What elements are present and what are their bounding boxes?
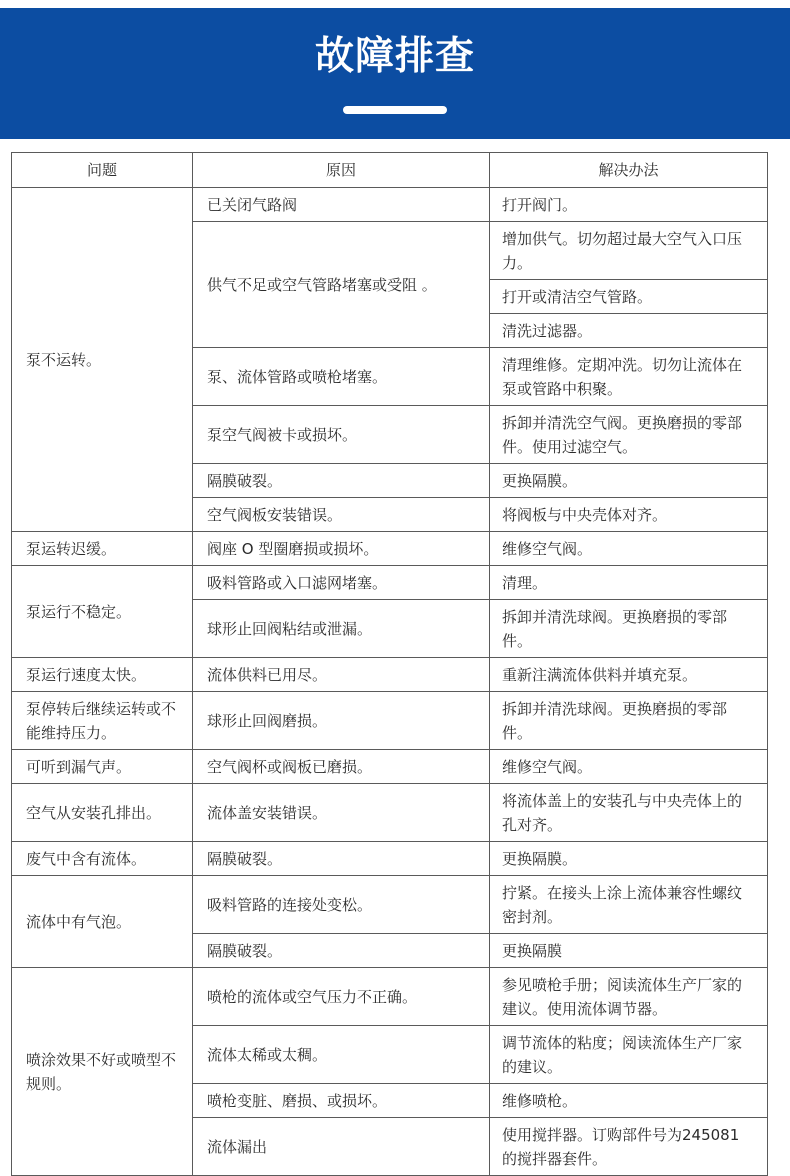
column-header-solution: 解决办法	[490, 153, 768, 188]
cause-cell: 吸料管路的连接处变松。	[193, 876, 490, 934]
table-row	[12, 658, 768, 692]
solution-cell: 将阀板与中央壳体对齐。	[490, 498, 768, 532]
column-header-cause: 原因	[193, 153, 490, 188]
solution-cell: 拆卸并清洗球阀。更换磨损的零部件。	[490, 600, 768, 658]
problem-cell: 泵不运转。	[12, 188, 193, 532]
solution-cell: 增加供气。切勿超过最大空气入口压力。	[490, 222, 768, 280]
cause-cell: 球形止回阀粘结或泄漏。	[193, 600, 490, 658]
table-row	[12, 692, 768, 750]
problem-cell: 泵运转迟缓。	[12, 532, 193, 566]
cause-cell: 流体漏出	[193, 1118, 490, 1176]
solution-cell: 打开阀门。	[490, 188, 768, 222]
cause-cell: 隔膜破裂。	[193, 464, 490, 498]
cause-cell: 隔膜破裂。	[193, 842, 490, 876]
table-row	[12, 566, 768, 600]
cause-cell: 阀座 O 型圈磨损或损坏。	[193, 532, 490, 566]
table-row	[12, 784, 768, 842]
solution-cell: 拆卸并清洗球阀。更换磨损的零部件。	[490, 692, 768, 750]
solution-cell: 清理。	[490, 566, 768, 600]
cause-cell: 流体盖安装错误。	[193, 784, 490, 842]
table-row	[12, 876, 768, 934]
solution-cell: 将流体盖上的安装孔与中央壳体上的孔对齐。	[490, 784, 768, 842]
problem-cell: 泵运行速度太快。	[12, 658, 193, 692]
cause-cell: 喷枪变脏、磨损、或损坏。	[193, 1084, 490, 1118]
page-title: 故障排查	[314, 34, 475, 79]
solution-cell: 拆卸并清洗空气阀。更换磨损的零部件。使用过滤空气。	[490, 406, 768, 464]
cause-cell: 球形止回阀磨损。	[193, 692, 490, 750]
cause-cell: 泵空气阀被卡或损坏。	[193, 406, 490, 464]
problem-cell: 喷涂效果不好或喷型不规则。	[12, 968, 193, 1176]
cause-cell: 流体供料已用尽。	[193, 658, 490, 692]
solution-cell: 参见喷枪手册；阅读流体生产厂家的建议。使用流体调节器。	[490, 968, 768, 1026]
problem-cell: 泵运行不稳定。	[12, 566, 193, 658]
solution-cell: 调节流体的粘度；阅读流体生产厂家的建议。	[490, 1026, 768, 1084]
problem-cell: 泵停转后继续运转或不能维持压力。	[12, 692, 193, 750]
header-banner	[0, 8, 790, 139]
solution-cell: 使用搅拌器。订购部件号为245081的搅拌器套件。	[490, 1118, 768, 1176]
cause-cell: 供气不足或空气管路堵塞或受阻 。	[193, 222, 490, 348]
solution-cell: 清洗过滤器。	[490, 314, 768, 348]
table-header-row	[12, 153, 768, 188]
solution-cell: 拧紧。在接头上涂上流体兼容性螺纹密封剂。	[490, 876, 768, 934]
problem-cell: 废气中含有流体。	[12, 842, 193, 876]
solution-cell: 打开或清洁空气管路。	[490, 280, 768, 314]
solution-cell: 重新注满流体供料并填充泵。	[490, 658, 768, 692]
table-row	[12, 750, 768, 784]
title-underline	[343, 106, 447, 114]
cause-cell: 泵、流体管路或喷枪堵塞。	[193, 348, 490, 406]
troubleshooting-table	[11, 152, 768, 1176]
problem-cell: 流体中有气泡。	[12, 876, 193, 968]
cause-cell: 隔膜破裂。	[193, 934, 490, 968]
cause-cell: 空气阀板安装错误。	[193, 498, 490, 532]
solution-cell: 维修空气阀。	[490, 532, 768, 566]
problem-cell: 可听到漏气声。	[12, 750, 193, 784]
table-row	[12, 968, 768, 1026]
cause-cell: 喷枪的流体或空气压力不正确。	[193, 968, 490, 1026]
cause-cell: 已关闭气路阀	[193, 188, 490, 222]
cause-cell: 吸料管路或入口滤网堵塞。	[193, 566, 490, 600]
solution-cell: 维修空气阀。	[490, 750, 768, 784]
table-row	[12, 532, 768, 566]
solution-cell: 更换隔膜	[490, 934, 768, 968]
cause-cell: 流体太稀或太稠。	[193, 1026, 490, 1084]
solution-cell: 清理维修。定期冲洗。切勿让流体在泵或管路中积聚。	[490, 348, 768, 406]
solution-cell: 更换隔膜。	[490, 842, 768, 876]
problem-cell: 空气从安装孔排出。	[12, 784, 193, 842]
table-row	[12, 188, 768, 222]
table-row	[12, 842, 768, 876]
solution-cell: 更换隔膜。	[490, 464, 768, 498]
column-header-problem: 问题	[12, 153, 193, 188]
solution-cell: 维修喷枪。	[490, 1084, 768, 1118]
cause-cell: 空气阀杯或阀板已磨损。	[193, 750, 490, 784]
